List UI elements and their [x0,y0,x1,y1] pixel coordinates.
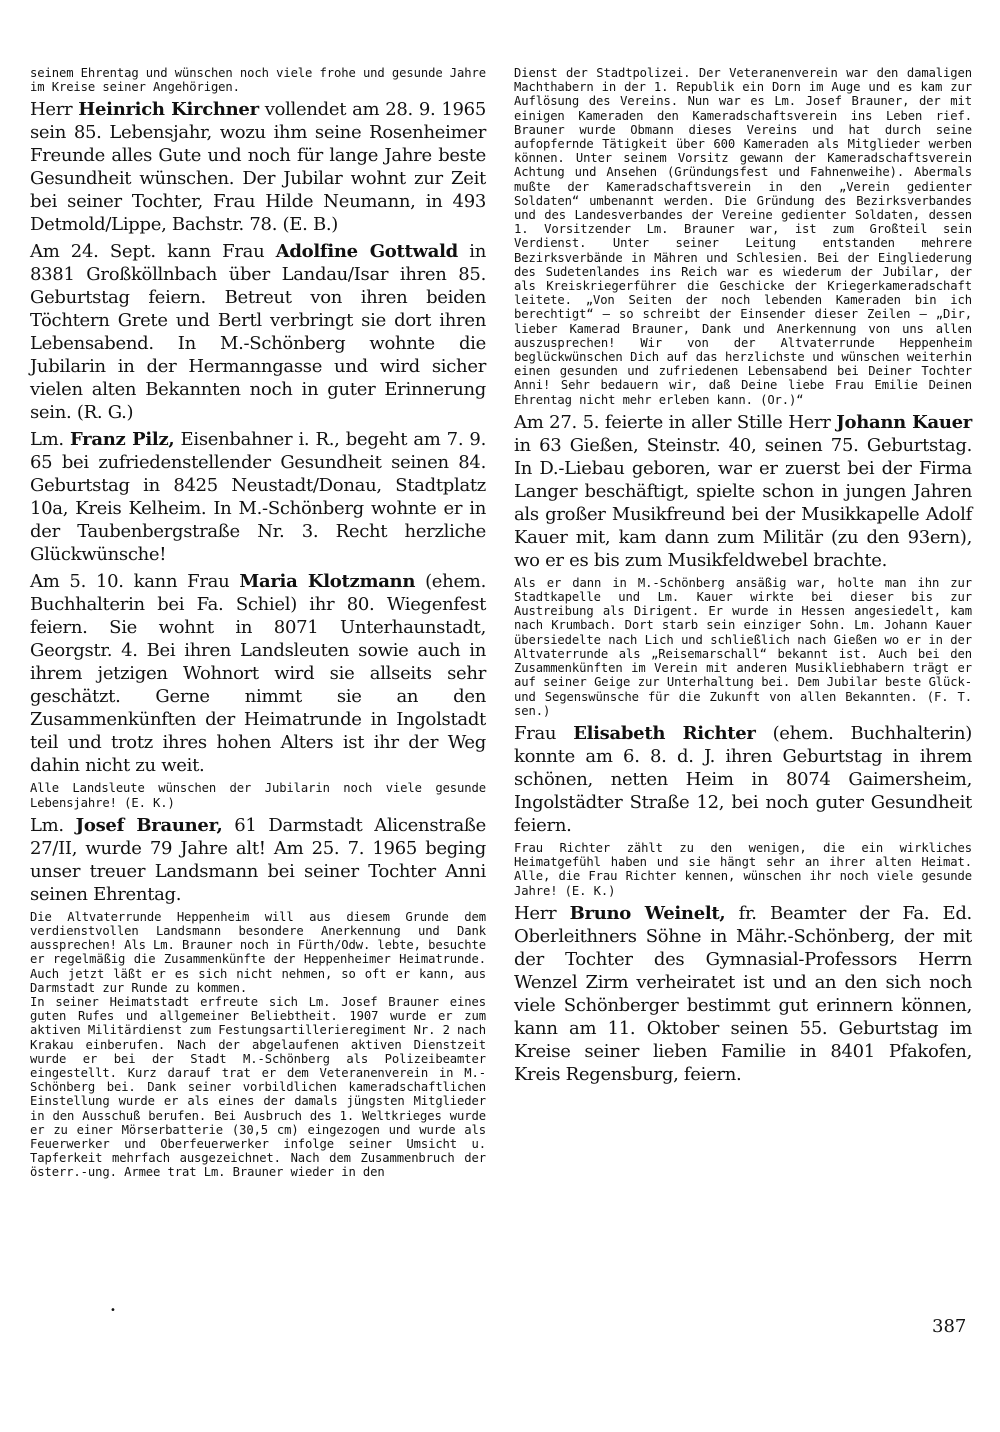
person-name: Franz Pilz, [70,429,175,451]
birthday-notice-kauer: Am 27. 5. feierte in aller Stille Herr Johann Kauer in 63 Gießen, Steinstr. 40, seinen 75. Geburtstag. In D.-Liebau geboren, war er zuerst bei der Firma Langer beschäftigt, spielte schon in jungen Jahren als großer Musikfreund bei der Musikkapelle Adolf Kauer mit, kam dann zum Militär (zu den 93ern), wo er es bis zum Musikfeldwebel brachte. [514,411,972,571]
page-number: 387 [932,1316,967,1337]
birthday-notice-pilz: Lm. Franz Pilz, Eisenbahner i. R., begeht am 7. 9. 65 bei zufriedenstellender Gesundheit seinen 84. Geburtstag in 8425 Neustadt/Donau, Stadtplatz 10a, Kreis Kelheim. In M.-Schönberg wohnte er in der Taubenbergstraße Nr. 3. Recht herzliche Glückwünsche! [30,429,486,566]
continued-paragraph: seinem Ehrentag und wünschen noch viele frohe und gesunde Jahre im Kreise seiner Angehörigen. [30,66,486,95]
birthday-notice-gottwald: Am 24. Sept. kann Frau Adolfine Gottwald in 8381 Großköllnbach über Landau/Isar ihren 85. Geburtstag feiern. Betreut von ihren beiden Töchtern Grete und Bertl verbringt sie dort ihren Lebensabend. In M.-Schönberg wohnte die Jubilarin in der Hermanngasse und wird sicher vielen alten Bekannten noch in guter Erinnerung sein. (R. G.) [30,241,487,424]
person-name: Adolfine Gottwald [275,241,458,263]
stray-mark: • [110,1305,116,1316]
birthday-notice-weinelt: Herr Bruno Weinelt, fr. Beamter der Fa. Ed. Oberleithners Söhne in Mähr.-Schönberg, der mit der Tochter des Gymnasial-Professors Herrn Wenzel Zirm verheiratet ist und an den sich noch viele Schönberger bestimmt gut erinnern können, kann am 11. Oktober seinen 55. Geburtstag im Kreise seiner lieben Familie in 8401 Pfakofen, Kreis Regensburg, feiern. [514,902,972,1085]
person-name: Bruno Weinelt, [569,902,726,924]
left-column [30,66,486,1180]
richter-wishes-paragraph: Frau Richter zählt zu den wenigen, die ein wirkliches Heimatgefühl haben und sie hängt sehr an ihrer alten Heimat. Alle, die Frau Richter kennen, wünschen ihr noch viele gesunde Jahre! (E. K.) [514,840,972,898]
kauer-biography-paragraph: Als er dann in M.-Schönberg ansäßig war, holte man ihn zur Stadtkapelle und Lm. Kauer wirkte bei dieser bis zur Austreibung als Dirigent. Er wurde in Hessen angesiedelt, kam nach Krumbach. Dort starb sein einziger Sohn. Lm. Johann Kauer übersiedelte nach Lich und schließlich nach Gießen wo er in der Altvaterrunde als „Reisemarschall“ bekannt ist. Auch bei den Zusammenkünften im Verein mit anderen Musikliebhabern trägt er auf seiner Geige zur Unterhaltung bei. Dem Jubilar beste Glück- und Segenswünsche für die Zukunft von allen Bekannten. (F. T. sen.) [514,575,972,718]
brauner-biography-paragraph: In seiner Heimatstadt erfreute sich Lm. Josef Brauner eines guten Rufes und allgemeiner Beliebtheit. 1907 wurde er zum aktiven Militärdienst zum Festungsartillerieregiment Nr. 2 nach Krakau einberufen. Nach der abgelaufenen aktiven Dienstzeit wurde er bei der Stadt M.-Schönberg als Polizeibeamter eingestellt. Kurz darauf trat er dem Veteranenverein in M.-Schönberg bei. Dank seiner vorbildlichen kameradschaftlichen Einstellung wurde er als eines der damals jüngsten Mitglieder in den Ausschuß berufen. Bei Ausbruch des 1. Weltkrieges wurde er zu einer Mörserbatterie (30,5 cm) eingezogen und wurde als Feuerwerker und Oberfeuerwerker infolge seiner Umsicht u. Tapferkeit mehrfach ausgezeichnet. Nach dem Zusammenbruch der österr.-ung. Armee trat Lm. Brauner wieder in den [30,995,486,1180]
right-column [514,66,972,1086]
wishes-paragraph: Alle Landsleute wünschen der Jubilarin noch viele gesunde Lebensjahre! (E. K.) [30,781,486,810]
birthday-notice-kirchner: Herr Heinrich Kirchner vollendet am 28. 9. 1965 sein 85. Lebensjahr, wozu ihm seine Rosenheimer Freunde alles Gute und noch für lange Jahre beste Gesundheit wünschen. Der Jubilar wohnt zur Zeit bei seiner Tochter, Frau Hilde Neumann, in 493 Detmold/Lippe, Bachstr. 78. (E. B.) [30,99,486,236]
brauner-biography-continued: Dienst der Stadtpolizei. Der Veteranenverein war den damaligen Machthabern in der 1. Republik ein Dorn im Auge und es kam zur Auflösung des Vereins. Nun war es Lm. Josef Brauner, der mit einigen Kameraden den Kameradschaftsverein ins Leben rief. Brauner wurde Obmann dieses Vereins und hat durch seine aufopfernde Tätigkeit über 600 Kameraden als Mitglieder werben können. Unter seinem Vorsitz gewann der Kameradschaftsverein Achtung und Ansehen (Gründungsfest und Fahnenweihe). Abermals mußte der Kameradschaftsverein in den „Verein gedienter Soldaten“ umbenannt werden. Die Gründung des Bezirksverbandes und des Landesverbandes der Vereine gedienter Soldaten, dessen 1. Vorsitzender Lm. Brauner war, ist zum Großteil sein Verdienst. Unter seiner Leitung entstanden mehrere Bezirksverbände in Mähren und Schlesien. Bei der Eingliederung des Sudetenlandes ins Reich war es wiederum der Jubilar, der als Kreiskriegerführer die Geschicke der Kriegerkameradschaft leitete. „Von Seiten der noch lebenden Kameraden bin ich berechtigt“ — so schreibt der Einsender dieser Zeilen — „Dir, lieber Kamerad Brauner, Dank und Anerkennung von uns allen auszusprechen! Wir von der Altvaterrunde Heppenheim beglückwünschen Dich auf das herzlichste und wünschen weiterhin einen gesunden und zufriedenen Lebensabend bei Deiner Tochter Anni! Sehr bedauern wir, daß Deine liebe Frau Emilie Deinen Ehrentag nicht mehr erleben kann. (Or.)“ [514,66,972,407]
person-name: Johann Kauer [836,411,972,433]
brauner-tribute-paragraph: Die Altvaterrunde Heppenheim will aus diesem Grunde dem verdienstvollen Landsmann besondere Anerkennung und Dank aussprechen! Als Lm. Brauner noch in Fürth/Odw. lebte, besuchte er regelmäßig die Zusammenkünfte der Heppenheimer Heimatrunde. Auch jetzt läßt er es sich nicht nehmen, so oft er kann, aus Darmstadt zur Runde zu kommen. [30,909,486,995]
person-name: Heinrich Kirchner [78,99,259,121]
person-name: Maria Klotzmann [239,571,416,593]
person-name: Josef Brauner, [75,814,223,836]
birthday-notice-klotzmann: Am 5. 10. kann Frau Maria Klotzmann (ehem. Buchhalterin bei Fa. Schiel) ihr 80. Wiegenfest feiern. Sie wohnt in 8071 Unterhaunstadt, Georgstr. 4. Bei ihren Landsleuten sowie auch in ihrem jetzigen Wohnort wird sie allseits sehr geschätzt. Gerne nimmt sie an den Zusammenkünften der Heimatrunde in Ingolstadt teil und trotz ihres hohen Alters ist ihr der Weg dahin nicht zu weit. [30,571,486,777]
person-name: Elisabeth Richter [573,722,756,744]
birthday-notice-richter: Frau Elisabeth Richter (ehem. Buchhalterin) konnte am 6. 8. d. J. ihren Geburtstag in ihrem schönen, netten Heim in 8074 Gaimersheim, Ingolstädter Straße 12, bei noch guter Gesundheit feiern. [514,722,972,836]
birthday-notice-brauner: Lm. Josef Brauner, 61 Darmstadt Alicenstraße 27/II, wurde 79 Jahre alt! Am 25. 7. 1965 beging unser treuer Landsmann bei seiner Tochter Anni seinen Ehrentag. [30,814,486,905]
